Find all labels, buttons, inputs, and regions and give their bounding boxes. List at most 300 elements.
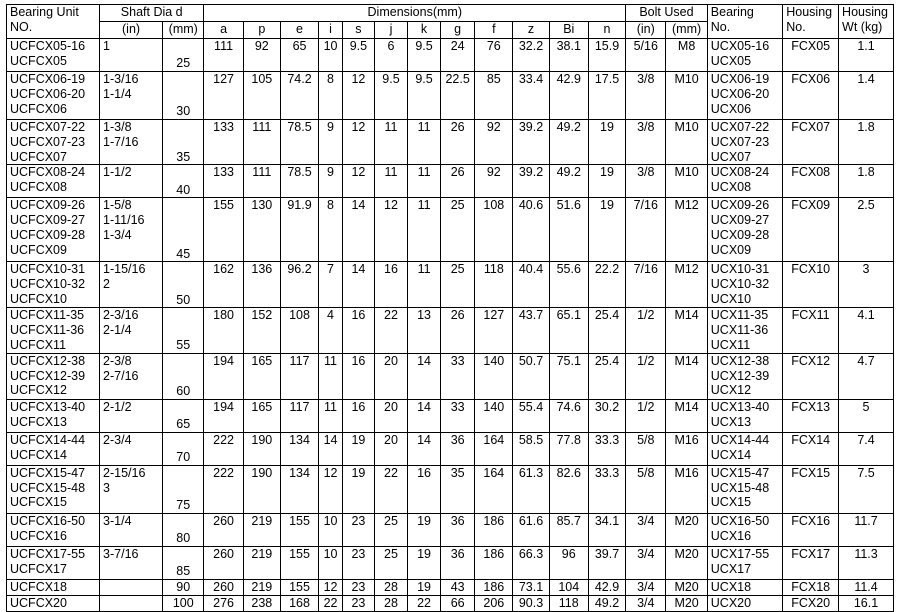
cell-dim-i: 8 bbox=[319, 198, 343, 262]
cell-housing-wt: 3 bbox=[839, 262, 894, 308]
cell-dim-k: 11 bbox=[408, 262, 441, 308]
header-dim-a: a bbox=[204, 22, 243, 39]
cell-bolt-in: 3/4 bbox=[626, 595, 666, 611]
cell-dim-f: 186 bbox=[475, 579, 513, 595]
cell-dim-k: 11 bbox=[408, 165, 441, 198]
cell-shaft-mm: 65 bbox=[163, 399, 204, 432]
cell-dim-n: 42.9 bbox=[588, 579, 625, 595]
cell-dim-s: 16 bbox=[342, 308, 374, 353]
cell-shaft-in: 2-3/16 2-1/4 bbox=[100, 308, 163, 353]
cell-dim-n: 49.2 bbox=[588, 595, 625, 611]
cell-dim-j: 20 bbox=[374, 353, 407, 399]
table-row bbox=[7, 165, 894, 198]
cell-dim-k: 19 bbox=[408, 546, 441, 579]
cell-dim-a: 155 bbox=[204, 198, 243, 262]
cell-bolt-in: 3/4 bbox=[626, 513, 666, 546]
cell-dim-e: 78.5 bbox=[280, 120, 318, 165]
cell-dim-j: 28 bbox=[374, 579, 407, 595]
cell-dim-e: 155 bbox=[280, 513, 318, 546]
cell-bolt-mm: M20 bbox=[666, 595, 707, 611]
cell-dim-f: 85 bbox=[475, 72, 513, 120]
cell-bearing-no: UCX10-31 UCX10-32 UCX10 bbox=[707, 262, 782, 308]
cell-dim-g: 26 bbox=[441, 308, 475, 353]
cell-bearing-unit: UCFCX09-26 UCFCX09-27 UCFCX09-28 UCFCX09 bbox=[7, 198, 100, 262]
header-dim-p: p bbox=[243, 22, 280, 39]
cell-bearing-unit: UCFCX08-24 UCFCX08 bbox=[7, 165, 100, 198]
cell-dim-a: 194 bbox=[204, 353, 243, 399]
cell-dim-s: 14 bbox=[342, 198, 374, 262]
cell-housing-no: FCX20 bbox=[783, 595, 839, 611]
cell-dim-z: 58.5 bbox=[513, 432, 549, 465]
cell-shaft-mm: 80 bbox=[163, 513, 204, 546]
cell-bearing-unit: UCFCX20 bbox=[7, 595, 100, 611]
cell-dim-i: 12 bbox=[319, 465, 343, 513]
cell-bolt-in: 1/2 bbox=[626, 399, 666, 432]
cell-dim-bi: 42.9 bbox=[549, 72, 588, 120]
cell-dim-a: 260 bbox=[204, 579, 243, 595]
cell-bolt-mm: M16 bbox=[666, 432, 707, 465]
cell-dim-j: 25 bbox=[374, 513, 407, 546]
table-row bbox=[7, 432, 894, 465]
cell-bearing-unit: UCFCX14-44 UCFCX14 bbox=[7, 432, 100, 465]
cell-dim-f: 108 bbox=[475, 198, 513, 262]
cell-bolt-mm: M10 bbox=[666, 120, 707, 165]
cell-dim-k: 14 bbox=[408, 432, 441, 465]
cell-dim-p: 165 bbox=[243, 399, 280, 432]
cell-dim-i: 12 bbox=[319, 579, 343, 595]
cell-housing-wt: 11.4 bbox=[839, 579, 894, 595]
cell-dim-bi: 85.7 bbox=[549, 513, 588, 546]
cell-bolt-mm: M8 bbox=[666, 39, 707, 72]
cell-dim-s: 23 bbox=[342, 513, 374, 546]
cell-housing-no: FCX10 bbox=[783, 262, 839, 308]
cell-dim-s: 23 bbox=[342, 546, 374, 579]
cell-housing-wt: 5 bbox=[839, 399, 894, 432]
cell-dim-k: 13 bbox=[408, 308, 441, 353]
cell-dim-bi: 118 bbox=[549, 595, 588, 611]
cell-bearing-no: UCX20 bbox=[707, 595, 782, 611]
table-row bbox=[7, 72, 894, 120]
cell-dim-p: 190 bbox=[243, 432, 280, 465]
cell-dim-a: 133 bbox=[204, 165, 243, 198]
cell-bolt-in: 1/2 bbox=[626, 308, 666, 353]
cell-dim-k: 16 bbox=[408, 465, 441, 513]
cell-bearing-unit: UCFCX07-22 UCFCX07-23 UCFCX07 bbox=[7, 120, 100, 165]
cell-shaft-mm: 30 bbox=[163, 72, 204, 120]
cell-dim-k: 14 bbox=[408, 399, 441, 432]
cell-dim-e: 168 bbox=[280, 595, 318, 611]
cell-bearing-no: UCX05-16 UCX05 bbox=[707, 39, 782, 72]
cell-dim-i: 10 bbox=[319, 546, 343, 579]
cell-dim-s: 23 bbox=[342, 595, 374, 611]
cell-dim-f: 186 bbox=[475, 513, 513, 546]
cell-dim-p: 165 bbox=[243, 353, 280, 399]
cell-bearing-unit: UCFCX16-50 UCFCX16 bbox=[7, 513, 100, 546]
cell-bolt-mm: M14 bbox=[666, 308, 707, 353]
cell-dim-p: 238 bbox=[243, 595, 280, 611]
cell-dim-f: 206 bbox=[475, 595, 513, 611]
cell-dim-bi: 96 bbox=[549, 546, 588, 579]
cell-dim-f: 140 bbox=[475, 353, 513, 399]
cell-bolt-in: 3/8 bbox=[626, 165, 666, 198]
cell-shaft-in: 1-3/8 1-7/16 bbox=[100, 120, 163, 165]
cell-dim-s: 16 bbox=[342, 353, 374, 399]
cell-housing-wt: 1.4 bbox=[839, 72, 894, 120]
cell-dim-f: 127 bbox=[475, 308, 513, 353]
cell-dim-g: 36 bbox=[441, 432, 475, 465]
cell-dim-a: 127 bbox=[204, 72, 243, 120]
cell-dim-g: 22.5 bbox=[441, 72, 475, 120]
cell-shaft-in: 2-3/4 bbox=[100, 432, 163, 465]
cell-shaft-in: 3-1/4 bbox=[100, 513, 163, 546]
cell-dim-bi: 51.6 bbox=[549, 198, 588, 262]
cell-dim-j: 22 bbox=[374, 465, 407, 513]
cell-bolt-mm: M20 bbox=[666, 513, 707, 546]
cell-bolt-in: 7/16 bbox=[626, 262, 666, 308]
header-shaft-in: (in) bbox=[100, 22, 163, 39]
cell-dim-p: 111 bbox=[243, 120, 280, 165]
cell-dim-j: 28 bbox=[374, 595, 407, 611]
cell-shaft-mm: 85 bbox=[163, 546, 204, 579]
cell-bearing-unit: UCFCX13-40 UCFCX13 bbox=[7, 399, 100, 432]
cell-bolt-mm: M20 bbox=[666, 546, 707, 579]
cell-dim-z: 43.7 bbox=[513, 308, 549, 353]
cell-housing-no: FCX17 bbox=[783, 546, 839, 579]
cell-dim-p: 130 bbox=[243, 198, 280, 262]
cell-bolt-in: 5/8 bbox=[626, 465, 666, 513]
header-housing-wt: Housing Wt (kg) bbox=[839, 5, 894, 39]
cell-bearing-no: UCX15-47 UCX15-48 UCX15 bbox=[707, 465, 782, 513]
table-row bbox=[7, 513, 894, 546]
cell-shaft-mm: 50 bbox=[163, 262, 204, 308]
cell-bearing-no: UCX09-26 UCX09-27 UCX09-28 UCX09 bbox=[707, 198, 782, 262]
cell-dim-s: 12 bbox=[342, 165, 374, 198]
cell-bolt-mm: M16 bbox=[666, 465, 707, 513]
cell-bearing-no: UCX11-35 UCX11-36 UCX11 bbox=[707, 308, 782, 353]
cell-dim-s: 19 bbox=[342, 432, 374, 465]
cell-dim-z: 61.3 bbox=[513, 465, 549, 513]
cell-dim-g: 25 bbox=[441, 262, 475, 308]
cell-dim-a: 162 bbox=[204, 262, 243, 308]
cell-housing-wt: 1.1 bbox=[839, 39, 894, 72]
cell-dim-e: 108 bbox=[280, 308, 318, 353]
cell-dim-z: 33.4 bbox=[513, 72, 549, 120]
cell-dim-n: 25.4 bbox=[588, 353, 625, 399]
cell-dim-a: 222 bbox=[204, 465, 243, 513]
cell-bearing-no: UCX07-22 UCX07-23 UCX07 bbox=[707, 120, 782, 165]
cell-dim-a: 133 bbox=[204, 120, 243, 165]
cell-dim-e: 134 bbox=[280, 432, 318, 465]
cell-bolt-mm: M10 bbox=[666, 165, 707, 198]
cell-shaft-in: 1-3/16 1-1/4 bbox=[100, 72, 163, 120]
cell-dim-s: 19 bbox=[342, 465, 374, 513]
cell-dim-g: 36 bbox=[441, 546, 475, 579]
cell-dim-a: 180 bbox=[204, 308, 243, 353]
table-row bbox=[7, 399, 894, 432]
header-housing-no: Housing No. bbox=[783, 5, 839, 39]
cell-dim-k: 11 bbox=[408, 198, 441, 262]
header-dim-s: s bbox=[342, 22, 374, 39]
cell-dim-a: 111 bbox=[204, 39, 243, 72]
header-bolt-mm: (mm) bbox=[666, 22, 707, 39]
cell-dim-z: 39.2 bbox=[513, 165, 549, 198]
cell-dim-i: 8 bbox=[319, 72, 343, 120]
cell-dim-bi: 75.1 bbox=[549, 353, 588, 399]
cell-dim-n: 33.3 bbox=[588, 432, 625, 465]
cell-bolt-in: 7/16 bbox=[626, 198, 666, 262]
table-body bbox=[7, 39, 894, 612]
header-dimensions: Dimensions(mm) bbox=[204, 5, 626, 22]
cell-bearing-unit: UCFCX17-55 UCFCX17 bbox=[7, 546, 100, 579]
cell-housing-wt: 7.5 bbox=[839, 465, 894, 513]
cell-dim-e: 65 bbox=[280, 39, 318, 72]
cell-shaft-mm: 55 bbox=[163, 308, 204, 353]
cell-bearing-unit: UCFCX06-19 UCFCX06-20 UCFCX06 bbox=[7, 72, 100, 120]
cell-housing-no: FCX16 bbox=[783, 513, 839, 546]
cell-dim-n: 33.3 bbox=[588, 465, 625, 513]
cell-bearing-unit: UCFCX18 bbox=[7, 579, 100, 595]
cell-dim-e: 134 bbox=[280, 465, 318, 513]
cell-shaft-in: 1 bbox=[100, 39, 163, 72]
cell-dim-j: 9.5 bbox=[374, 72, 407, 120]
cell-shaft-in: 1-15/16 2 bbox=[100, 262, 163, 308]
cell-shaft-in: 1-1/2 bbox=[100, 165, 163, 198]
cell-dim-i: 10 bbox=[319, 513, 343, 546]
cell-dim-bi: 38.1 bbox=[549, 39, 588, 72]
cell-housing-no: FCX05 bbox=[783, 39, 839, 72]
cell-dim-i: 9 bbox=[319, 120, 343, 165]
cell-dim-n: 30.2 bbox=[588, 399, 625, 432]
cell-dim-f: 140 bbox=[475, 399, 513, 432]
header-shaft-mm: (mm) bbox=[163, 22, 204, 39]
cell-dim-g: 36 bbox=[441, 513, 475, 546]
cell-housing-wt: 11.3 bbox=[839, 546, 894, 579]
cell-shaft-mm: 60 bbox=[163, 353, 204, 399]
cell-housing-no: FCX13 bbox=[783, 399, 839, 432]
cell-housing-wt: 4.1 bbox=[839, 308, 894, 353]
cell-dim-j: 12 bbox=[374, 198, 407, 262]
cell-dim-a: 260 bbox=[204, 546, 243, 579]
cell-dim-z: 55.4 bbox=[513, 399, 549, 432]
cell-bolt-mm: M10 bbox=[666, 72, 707, 120]
cell-dim-a: 222 bbox=[204, 432, 243, 465]
header-bearing-no: Bearing No. bbox=[707, 5, 782, 39]
cell-dim-s: 12 bbox=[342, 120, 374, 165]
cell-dim-e: 91.9 bbox=[280, 198, 318, 262]
header-dim-bi: Bi bbox=[549, 22, 588, 39]
cell-dim-n: 19 bbox=[588, 120, 625, 165]
cell-dim-z: 66.3 bbox=[513, 546, 549, 579]
table-row bbox=[7, 546, 894, 579]
cell-dim-p: 190 bbox=[243, 465, 280, 513]
cell-dim-bi: 77.8 bbox=[549, 432, 588, 465]
cell-shaft-mm: 75 bbox=[163, 465, 204, 513]
cell-housing-wt: 1.8 bbox=[839, 165, 894, 198]
cell-dim-j: 16 bbox=[374, 262, 407, 308]
cell-bolt-mm: M20 bbox=[666, 579, 707, 595]
table-row bbox=[7, 579, 894, 595]
cell-housing-no: FCX06 bbox=[783, 72, 839, 120]
cell-dim-bi: 49.2 bbox=[549, 165, 588, 198]
cell-shaft-in bbox=[100, 579, 163, 595]
cell-dim-p: 92 bbox=[243, 39, 280, 72]
cell-dim-i: 22 bbox=[319, 595, 343, 611]
cell-dim-s: 9.5 bbox=[342, 39, 374, 72]
cell-housing-wt: 11.7 bbox=[839, 513, 894, 546]
cell-housing-wt: 2.5 bbox=[839, 198, 894, 262]
cell-shaft-in: 2-3/8 2-7/16 bbox=[100, 353, 163, 399]
cell-bolt-mm: M12 bbox=[666, 262, 707, 308]
cell-bearing-unit: UCFCX12-38 UCFCX12-39 UCFCX12 bbox=[7, 353, 100, 399]
cell-dim-i: 10 bbox=[319, 39, 343, 72]
cell-shaft-mm: 35 bbox=[163, 120, 204, 165]
table-row bbox=[7, 120, 894, 165]
header-dim-g: g bbox=[441, 22, 475, 39]
cell-dim-n: 25.4 bbox=[588, 308, 625, 353]
cell-bolt-mm: M12 bbox=[666, 198, 707, 262]
cell-dim-j: 11 bbox=[374, 165, 407, 198]
cell-bolt-in: 5/16 bbox=[626, 39, 666, 72]
cell-bolt-in: 3/8 bbox=[626, 72, 666, 120]
cell-dim-j: 6 bbox=[374, 39, 407, 72]
cell-dim-s: 23 bbox=[342, 579, 374, 595]
cell-dim-p: 219 bbox=[243, 579, 280, 595]
table-row bbox=[7, 262, 894, 308]
cell-bearing-unit: UCFCX05-16 UCFCX05 bbox=[7, 39, 100, 72]
cell-dim-e: 96.2 bbox=[280, 262, 318, 308]
cell-dim-bi: 65.1 bbox=[549, 308, 588, 353]
header-bolt-used: Bolt Used bbox=[626, 5, 708, 22]
cell-dim-bi: 104 bbox=[549, 579, 588, 595]
cell-dim-g: 24 bbox=[441, 39, 475, 72]
cell-dim-z: 40.6 bbox=[513, 198, 549, 262]
cell-bolt-mm: M14 bbox=[666, 399, 707, 432]
cell-dim-f: 186 bbox=[475, 546, 513, 579]
cell-dim-a: 276 bbox=[204, 595, 243, 611]
cell-bearing-no: UCX06-19 UCX06-20 UCX06 bbox=[707, 72, 782, 120]
cell-housing-no: FCX09 bbox=[783, 198, 839, 262]
cell-shaft-mm: 25 bbox=[163, 39, 204, 72]
cell-dim-g: 33 bbox=[441, 353, 475, 399]
cell-dim-g: 26 bbox=[441, 165, 475, 198]
cell-bearing-no: UCX17-55 UCX17 bbox=[707, 546, 782, 579]
cell-dim-e: 155 bbox=[280, 546, 318, 579]
cell-bearing-no: UCX08-24 UCX08 bbox=[707, 165, 782, 198]
cell-dim-e: 117 bbox=[280, 399, 318, 432]
cell-dim-a: 194 bbox=[204, 399, 243, 432]
cell-bolt-in: 5/8 bbox=[626, 432, 666, 465]
cell-housing-no: FCX18 bbox=[783, 579, 839, 595]
table-row bbox=[7, 465, 894, 513]
table-row bbox=[7, 198, 894, 262]
cell-bearing-unit: UCFCX10-31 UCFCX10-32 UCFCX10 bbox=[7, 262, 100, 308]
cell-dim-i: 4 bbox=[319, 308, 343, 353]
cell-dim-z: 73.1 bbox=[513, 579, 549, 595]
cell-shaft-in: 1-5/8 1-11/16 1-3/4 bbox=[100, 198, 163, 262]
header-dim-n: n bbox=[588, 22, 625, 39]
cell-dim-bi: 49.2 bbox=[549, 120, 588, 165]
header-shaft-dia: Shaft Dia d bbox=[100, 5, 204, 22]
cell-housing-wt: 4.7 bbox=[839, 353, 894, 399]
cell-dim-i: 9 bbox=[319, 165, 343, 198]
cell-shaft-in: 2-15/16 3 bbox=[100, 465, 163, 513]
cell-shaft-mm: 45 bbox=[163, 198, 204, 262]
cell-dim-p: 136 bbox=[243, 262, 280, 308]
cell-dim-s: 16 bbox=[342, 399, 374, 432]
cell-dim-z: 61.6 bbox=[513, 513, 549, 546]
cell-bolt-in: 3/4 bbox=[626, 546, 666, 579]
cell-dim-f: 164 bbox=[475, 432, 513, 465]
cell-dim-bi: 55.6 bbox=[549, 262, 588, 308]
cell-housing-no: FCX15 bbox=[783, 465, 839, 513]
cell-dim-p: 219 bbox=[243, 513, 280, 546]
cell-bearing-no: UCX14-44 UCX14 bbox=[707, 432, 782, 465]
cell-housing-no: FCX11 bbox=[783, 308, 839, 353]
cell-dim-k: 14 bbox=[408, 353, 441, 399]
cell-dim-g: 66 bbox=[441, 595, 475, 611]
cell-dim-e: 78.5 bbox=[280, 165, 318, 198]
cell-dim-n: 34.1 bbox=[588, 513, 625, 546]
header-dim-z: z bbox=[513, 22, 549, 39]
cell-dim-f: 118 bbox=[475, 262, 513, 308]
cell-shaft-mm: 70 bbox=[163, 432, 204, 465]
cell-dim-p: 111 bbox=[243, 165, 280, 198]
table-row bbox=[7, 595, 894, 611]
header-dim-f: f bbox=[475, 22, 513, 39]
cell-dim-f: 76 bbox=[475, 39, 513, 72]
cell-dim-bi: 74.6 bbox=[549, 399, 588, 432]
cell-dim-p: 105 bbox=[243, 72, 280, 120]
cell-housing-wt: 16.1 bbox=[839, 595, 894, 611]
cell-dim-e: 117 bbox=[280, 353, 318, 399]
cell-shaft-mm: 100 bbox=[163, 595, 204, 611]
cell-dim-z: 39.2 bbox=[513, 120, 549, 165]
cell-dim-p: 219 bbox=[243, 546, 280, 579]
cell-dim-g: 43 bbox=[441, 579, 475, 595]
cell-dim-j: 20 bbox=[374, 432, 407, 465]
cell-dim-z: 50.7 bbox=[513, 353, 549, 399]
cell-housing-wt: 7.4 bbox=[839, 432, 894, 465]
table-row bbox=[7, 308, 894, 353]
cell-dim-f: 92 bbox=[475, 165, 513, 198]
cell-dim-n: 22.2 bbox=[588, 262, 625, 308]
cell-shaft-mm: 40 bbox=[163, 165, 204, 198]
cell-bearing-unit: UCFCX11-35 UCFCX11-36 UCFCX11 bbox=[7, 308, 100, 353]
bearing-spec-table bbox=[6, 4, 894, 612]
cell-bolt-in: 3/4 bbox=[626, 579, 666, 595]
cell-dim-z: 32.2 bbox=[513, 39, 549, 72]
cell-dim-k: 22 bbox=[408, 595, 441, 611]
cell-dim-e: 74.2 bbox=[280, 72, 318, 120]
cell-dim-g: 33 bbox=[441, 399, 475, 432]
cell-dim-k: 9.5 bbox=[408, 72, 441, 120]
cell-dim-k: 19 bbox=[408, 513, 441, 546]
cell-dim-n: 39.7 bbox=[588, 546, 625, 579]
cell-housing-no: FCX08 bbox=[783, 165, 839, 198]
cell-dim-i: 11 bbox=[319, 353, 343, 399]
cell-dim-i: 14 bbox=[319, 432, 343, 465]
cell-dim-f: 164 bbox=[475, 465, 513, 513]
cell-dim-z: 40.4 bbox=[513, 262, 549, 308]
cell-dim-e: 155 bbox=[280, 579, 318, 595]
cell-dim-j: 25 bbox=[374, 546, 407, 579]
header-dim-k: k bbox=[408, 22, 441, 39]
cell-bolt-in: 3/8 bbox=[626, 120, 666, 165]
cell-dim-n: 17.5 bbox=[588, 72, 625, 120]
cell-bearing-no: UCX16-50 UCX16 bbox=[707, 513, 782, 546]
cell-bearing-no: UCX18 bbox=[707, 579, 782, 595]
header-dim-e: e bbox=[280, 22, 318, 39]
